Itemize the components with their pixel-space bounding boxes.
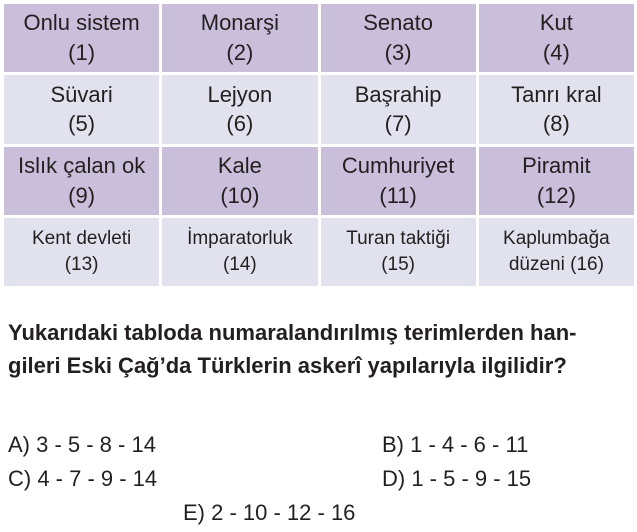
- term-number: (7): [384, 111, 412, 137]
- term-number: düzeni (16): [508, 253, 604, 275]
- term-text: Onlu sistem: [23, 10, 140, 36]
- term-text: Monarşi: [200, 10, 279, 36]
- table-cell: [321, 4, 476, 72]
- term-number: (11): [379, 182, 417, 208]
- term-text: Turan taktiği: [346, 228, 451, 250]
- question-line-1: Yukarıdaki tabloda numaralandırılmış terimlerden han-: [8, 320, 577, 345]
- term-text: Piramit: [522, 152, 591, 178]
- term-text: Kut: [539, 10, 573, 36]
- table-cell: [479, 147, 634, 215]
- term-text: Tanrı kral: [511, 81, 602, 107]
- question-line-2: gileri Eski Çağ’da Türklerin askerî yapılarıyla ilgilidir?: [8, 353, 567, 378]
- term-number: (8): [542, 111, 570, 137]
- term-number: (10): [220, 182, 260, 208]
- term-number: (4): [542, 40, 570, 66]
- table-cell: [162, 218, 317, 286]
- term-text: Senato: [363, 10, 433, 36]
- term-number: (5): [68, 111, 96, 137]
- table-cell: [479, 4, 634, 72]
- term-text: Kaplumbağa: [503, 228, 610, 250]
- term-text: Kale: [217, 152, 262, 178]
- table-cell: [4, 147, 159, 215]
- term-number: (9): [68, 182, 96, 208]
- question-text: [8, 316, 630, 382]
- term-number: (15): [381, 253, 416, 275]
- term-number: (6): [226, 111, 254, 137]
- term-text: Başrahip: [354, 81, 442, 107]
- terms-table: [4, 4, 634, 286]
- option-e[interactable]: E) 2 - 10 - 12 - 16: [183, 500, 356, 525]
- term-text: Islık çalan ok: [18, 152, 146, 178]
- term-text: Cumhuriyet: [341, 152, 455, 178]
- term-number: (2): [226, 40, 254, 66]
- option-d[interactable]: D) 1 - 5 - 9 - 15: [382, 466, 532, 491]
- term-number: (3): [384, 40, 412, 66]
- table-cell: [162, 147, 317, 215]
- table-cell: [321, 218, 476, 286]
- term-text: Lejyon: [207, 81, 273, 107]
- table-cell: [4, 218, 159, 286]
- option-b[interactable]: B) 1 - 4 - 6 - 11: [382, 432, 529, 457]
- table-cell: [4, 75, 159, 143]
- table-cell: [321, 147, 476, 215]
- term-text: Süvari: [50, 81, 113, 107]
- term-number: (12): [536, 182, 576, 208]
- term-number: (14): [222, 253, 257, 275]
- table-cell: [162, 75, 317, 143]
- table-cell: [479, 218, 634, 286]
- table-cell: [321, 75, 476, 143]
- option-a[interactable]: A) 3 - 5 - 8 - 14: [8, 432, 156, 457]
- term-text: İmparatorluk: [187, 228, 293, 250]
- table-cell: [162, 4, 317, 72]
- term-number: (13): [64, 253, 99, 275]
- term-number: (1): [68, 40, 96, 66]
- table-cell: [4, 4, 159, 72]
- term-text: Kent devleti: [31, 228, 132, 250]
- option-c[interactable]: C) 4 - 7 - 9 - 14: [8, 466, 158, 491]
- table-cell: [479, 75, 634, 143]
